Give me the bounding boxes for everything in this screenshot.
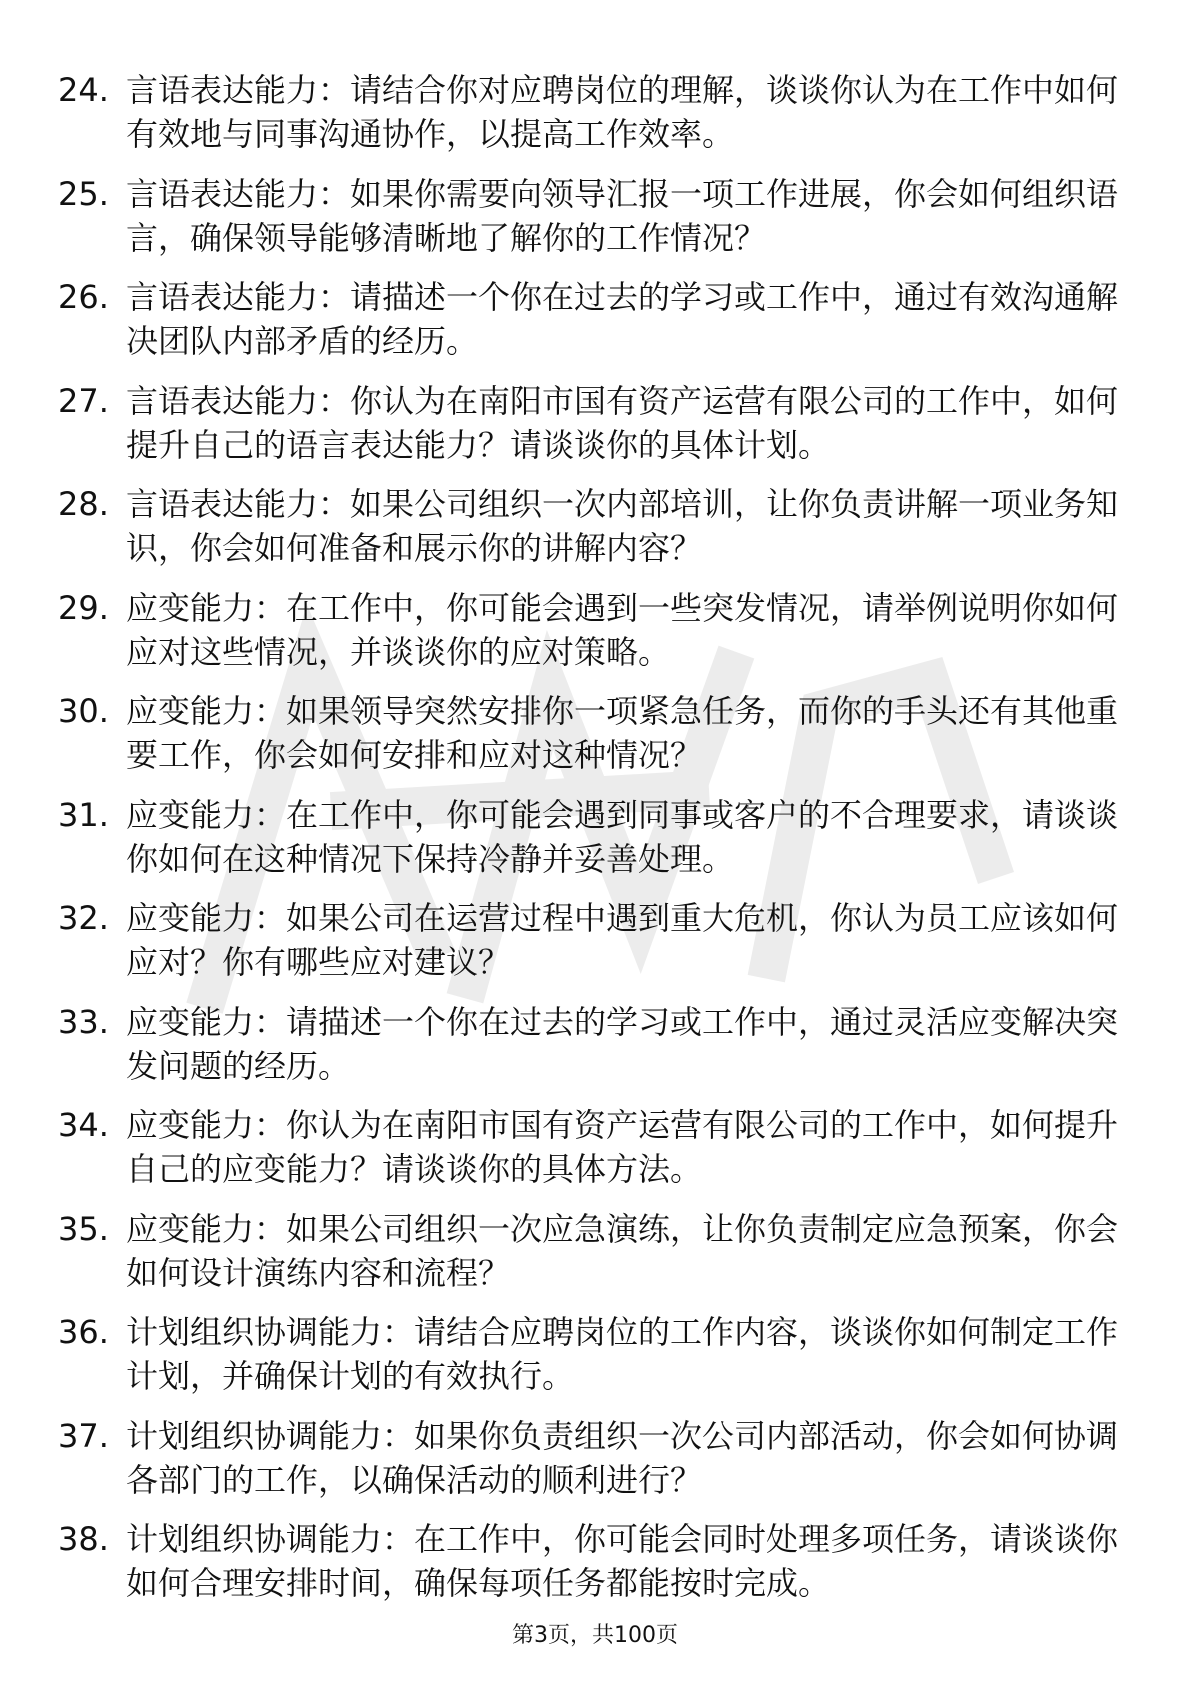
question-text: 计划组织协调能力：如果你负责组织一次公司内部活动，你会如何协调各部门的工作，以确保活动的顺利进行？ xyxy=(126,1416,1119,1499)
question-item xyxy=(58,172,1118,276)
question-number: 32. xyxy=(58,899,109,937)
question-item xyxy=(58,1207,1118,1311)
question-text: 计划组织协调能力：在工作中，你可能会同时处理多项任务，请谈谈你如何合理安排时间，确保每项任务都能按时完成。 xyxy=(126,1520,1119,1602)
question-item xyxy=(58,689,1118,793)
question-number: 27. xyxy=(58,381,109,420)
question-item xyxy=(58,1414,1118,1518)
question-item xyxy=(58,482,1118,586)
question-number: 37. xyxy=(58,1416,109,1455)
question-text: 言语表达能力：如果公司组织一次内部培训，让你负责讲解一项业务知识，你会如何准备和展示你的讲解内容？ xyxy=(126,485,1119,567)
question-number: 30. xyxy=(58,692,109,730)
question-text: 应变能力：在工作中，你可能会遇到同事或客户的不合理要求，请谈谈你如何在这种情况下保持冷静并妥善处理。 xyxy=(126,795,1119,878)
question-text: 言语表达能力：请描述一个你在过去的学习或工作中，通过有效沟通解决团队内部矛盾的经历。 xyxy=(126,278,1119,360)
question-text: 应变能力：如果公司组织一次应急演练，让你负责制定应急预案，你会如何设计演练内容和流程？ xyxy=(126,1209,1119,1292)
question-text: 应变能力：如果领导突然安排你一项紧急任务，而你的手头还有其他重要工作，你会如何安排和应对这种情况？ xyxy=(126,692,1119,774)
question-text: 应变能力：在工作中，你可能会遇到一些突发情况，请举例说明你如何应对这些情况，并谈谈你的应对策略。 xyxy=(126,588,1119,671)
question-list xyxy=(58,68,1118,1621)
question-text: 言语表达能力：如果你需要向领导汇报一项工作进展，你会如何组织语言，确保领导能够清晰地了解你的工作情况？ xyxy=(126,174,1119,257)
question-text: 计划组织协调能力：请结合应聘岗位的工作内容，谈谈你如何制定工作计划，并确保计划的有效执行。 xyxy=(126,1313,1119,1395)
question-number: 38. xyxy=(58,1520,109,1558)
question-number: 26. xyxy=(58,278,109,316)
question-item xyxy=(58,586,1118,690)
question-text: 言语表达能力：请结合你对应聘岗位的理解，谈谈你认为在工作中如何有效地与同事沟通协作，以提高工作效率。 xyxy=(126,71,1119,153)
question-item xyxy=(58,1000,1118,1104)
page-footer xyxy=(0,1622,1190,1650)
question-item xyxy=(58,275,1118,379)
question-item xyxy=(58,68,1118,172)
question-number: 34. xyxy=(58,1106,109,1144)
question-number: 33. xyxy=(58,1002,109,1041)
question-item xyxy=(58,793,1118,897)
question-item xyxy=(58,379,1118,483)
question-number: 36. xyxy=(58,1313,109,1351)
page-number-label: 第3页，共100页 xyxy=(512,1623,678,1648)
question-text: 应变能力：你认为在南阳市国有资产运营有限公司的工作中，如何提升自己的应变能力？请谈谈你的具体方法。 xyxy=(126,1106,1119,1188)
question-text: 应变能力：请描述一个你在过去的学习或工作中，通过灵活应变解决突发问题的经历。 xyxy=(126,1002,1119,1085)
question-number: 31. xyxy=(58,795,109,834)
question-text: 应变能力：如果公司在运营过程中遇到重大危机，你认为员工应该如何应对？你有哪些应对建议？ xyxy=(126,899,1119,981)
question-number: 24. xyxy=(58,71,109,109)
question-number: 35. xyxy=(58,1209,109,1248)
question-item xyxy=(58,1517,1118,1621)
question-number: 29. xyxy=(58,588,109,627)
question-item xyxy=(58,1103,1118,1207)
question-number: 28. xyxy=(58,485,109,523)
question-text: 言语表达能力：你认为在南阳市国有资产运营有限公司的工作中，如何提升自己的语言表达能力？请谈谈你的具体计划。 xyxy=(126,381,1119,464)
question-item xyxy=(58,896,1118,1000)
question-item xyxy=(58,1310,1118,1414)
question-number: 25. xyxy=(58,174,109,213)
